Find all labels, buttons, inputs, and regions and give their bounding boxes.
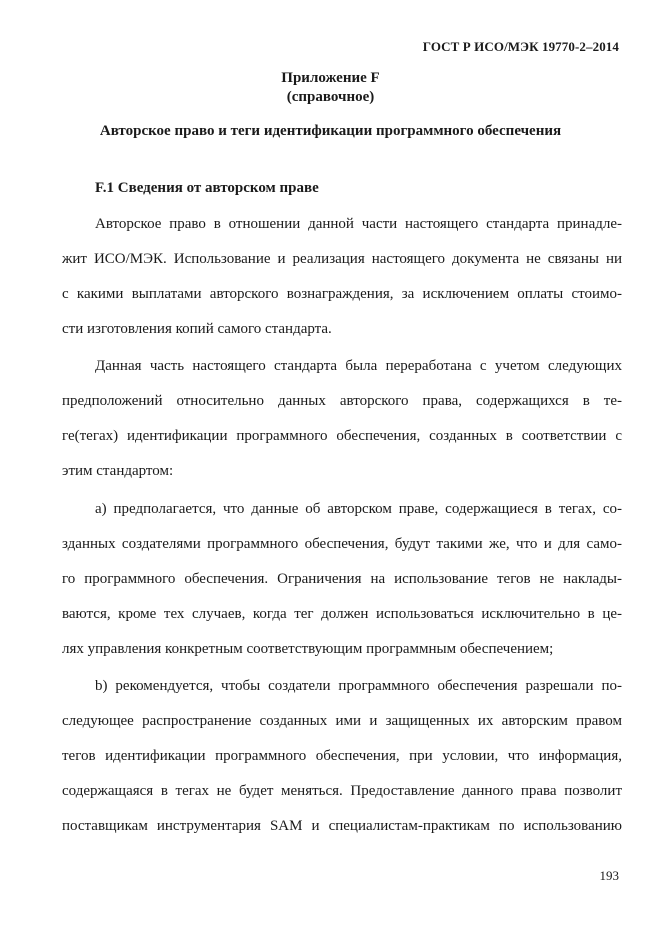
paragraph-line: ваются, кроме тех случаев, когда тег должен использоваться исключительно в це- [62, 606, 622, 622]
paragraph-line: Авторское право в отношении данной части настоящего стандарта принадле- [95, 216, 622, 232]
paragraph-line: зданных создателями программного обеспечения, будут такими же, что и для само- [62, 536, 622, 552]
paragraph-line: с какими выплатами авторского вознаграждения, за исключением оплаты стоимо- [62, 286, 622, 302]
paragraph-line: Данная часть настоящего стандарта была переработана с учетом следующих [95, 358, 622, 374]
paragraph-line: ге(тегах) идентификации программного обеспечения, созданных в соответствии с [62, 428, 622, 444]
appendix-type: (справочное) [286, 89, 375, 105]
appendix-title: Приложение F [281, 70, 380, 86]
paragraph-line: предположений относительно данных авторского права, содержащихся в те- [62, 393, 622, 409]
section-title: Авторское право и теги идентификации программного обеспечения [99, 123, 562, 139]
paragraph-line: поставщикам инструментария SAM и специалистам-практикам по использованию [62, 818, 622, 834]
paragraph-line: следующее распространение созданных ими и защищенных их авторским правом [62, 713, 622, 729]
paragraph-line: тегов идентификации программного обеспечения, при условии, что информация, [62, 748, 622, 764]
paragraph-line: b) рекомендуется, чтобы создатели программного обеспечения разрешали по- [95, 678, 622, 694]
paragraph-line: лях управления конкретным соответствующим программным обеспечением; [62, 641, 554, 657]
page-number: 193 [599, 868, 619, 883]
subsection-title: F.1 Сведения от авторском праве [95, 180, 319, 196]
paragraph-line: жит ИСО/МЭК. Использование и реализация настоящего документа не связаны ни [62, 251, 622, 267]
standard-code-header: ГОСТ Р ИСО/МЭК 19770-2–2014 [422, 39, 619, 54]
paragraph-line: го программного обеспечения. Ограничения на использование тегов не наклады- [62, 571, 622, 587]
paragraph-line: а) предполагается, что данные об авторском праве, содержащиеся в тегах, со- [95, 501, 622, 517]
paragraph-line: содержащаяся в тегах не будет меняться. Предоставление данного права позволит [62, 783, 622, 799]
paragraph-line: сти изготовления копий самого стандарта. [62, 321, 332, 337]
paragraph-line: этим стандартом: [62, 463, 174, 479]
